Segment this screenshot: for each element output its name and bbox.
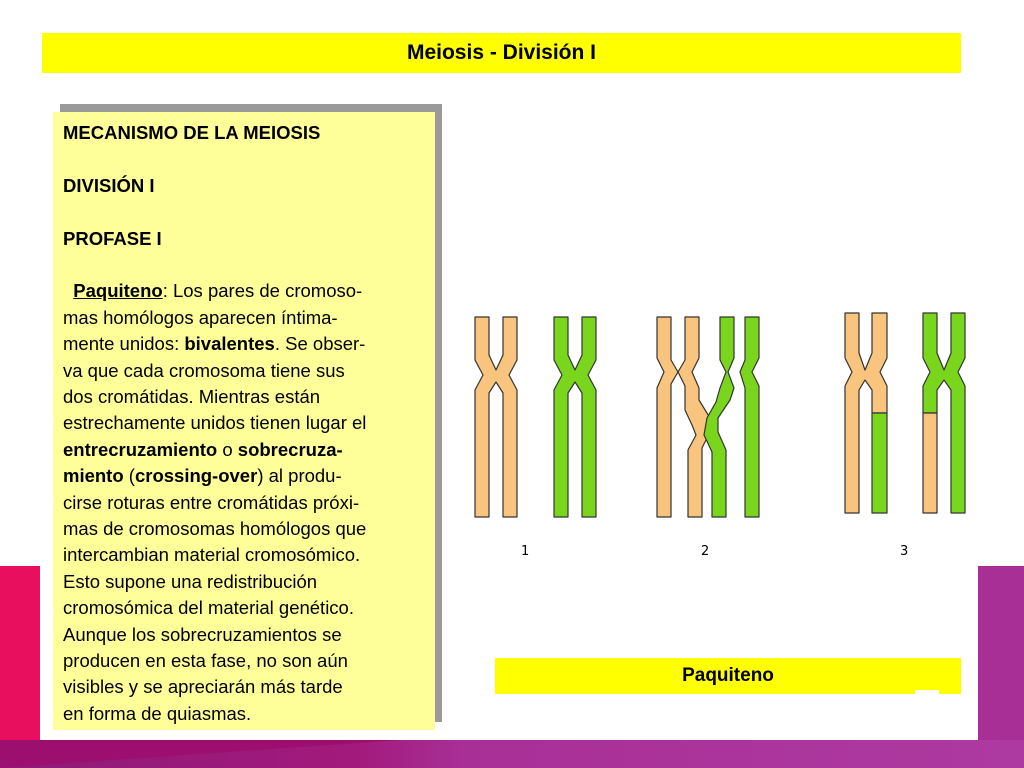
- panel-line-10: mas de cromosomas homólogos que: [63, 518, 367, 540]
- panel-line-8: miento (crossing-over) al produ-: [63, 465, 342, 487]
- panel-line-14: Aunque los sobrecruzamientos se: [63, 623, 342, 645]
- stage2-orange-chromatid-left: [657, 317, 678, 517]
- term-crossing-over: crossing-over: [134, 465, 258, 487]
- panel-line-3: mente unidos: bivalentes. Se obser-: [63, 333, 366, 355]
- panel-heading-division: DIVISIÓN I: [63, 174, 155, 196]
- chromosome-diagram: [460, 300, 980, 570]
- stage1-orange-chromosome: [475, 317, 517, 517]
- panel-heading-prophase: PROFASE I: [63, 227, 162, 249]
- panel-line-13: cromosómica del material genético.: [63, 597, 354, 619]
- panel-line-17: en forma de quiasmas.: [63, 702, 252, 724]
- chromosome-svg: [460, 300, 980, 570]
- stage3-orange-green-segment: [872, 413, 887, 513]
- term-entrecruzamiento: entrecruzamiento: [63, 438, 218, 460]
- term-paquiteno: Paquiteno: [73, 280, 163, 302]
- stage2-orange-chromatid-right: [678, 317, 710, 517]
- caption-text: Paquiteno: [682, 665, 774, 686]
- stage1-green-chromosome: [554, 317, 596, 517]
- background-accent-bottom-triangle: [0, 740, 400, 768]
- panel-line-6: estrechamente unidos tienen lugar el: [63, 412, 367, 434]
- panel-line-16: visibles y se apreciarán más tarde: [63, 676, 343, 698]
- panel-heading-mechanism: MECANISMO DE LA MEIOSIS: [63, 122, 321, 143]
- panel-line-5: dos cromátidas. Mientras están: [63, 386, 321, 408]
- panel-line-15: producen en esta fase, no son aún: [63, 650, 348, 672]
- slide-title: [42, 33, 961, 73]
- slide-title-text: Meiosis - División I: [406, 41, 597, 64]
- term-bivalentes: bivalentes: [184, 333, 275, 355]
- panel-line-2: mas homólogos aparecen íntima-: [63, 306, 338, 328]
- caption-notch: [915, 690, 939, 696]
- panel-line-1: Paquiteno: Los pares de cromoso-: [73, 280, 363, 302]
- stage-label-2: 2: [701, 544, 710, 559]
- panel-line-4: va que cada cromosoma tiene sus: [63, 359, 345, 381]
- panel-line-9: cirse roturas entre cromátidas próxi-: [63, 491, 360, 513]
- stage2-green-chromatid-right: [740, 317, 759, 517]
- panel-line-11: intercambian material cromosómico.: [63, 544, 361, 566]
- stage3-green-orange-segment: [923, 413, 937, 513]
- panel-line-12: Esto supone una redistribución: [63, 570, 318, 592]
- caption-bar: [495, 658, 961, 694]
- term-sobrecruzamiento: sobrecruza-: [237, 438, 343, 460]
- panel-line-7: entrecruzamiento o sobrecruza-: [63, 438, 343, 460]
- stage2-green-chromatid-left: [704, 317, 734, 517]
- text-panel: [53, 112, 435, 730]
- stage-label-3: 3: [900, 544, 909, 559]
- stage-label-1: 1: [521, 544, 530, 559]
